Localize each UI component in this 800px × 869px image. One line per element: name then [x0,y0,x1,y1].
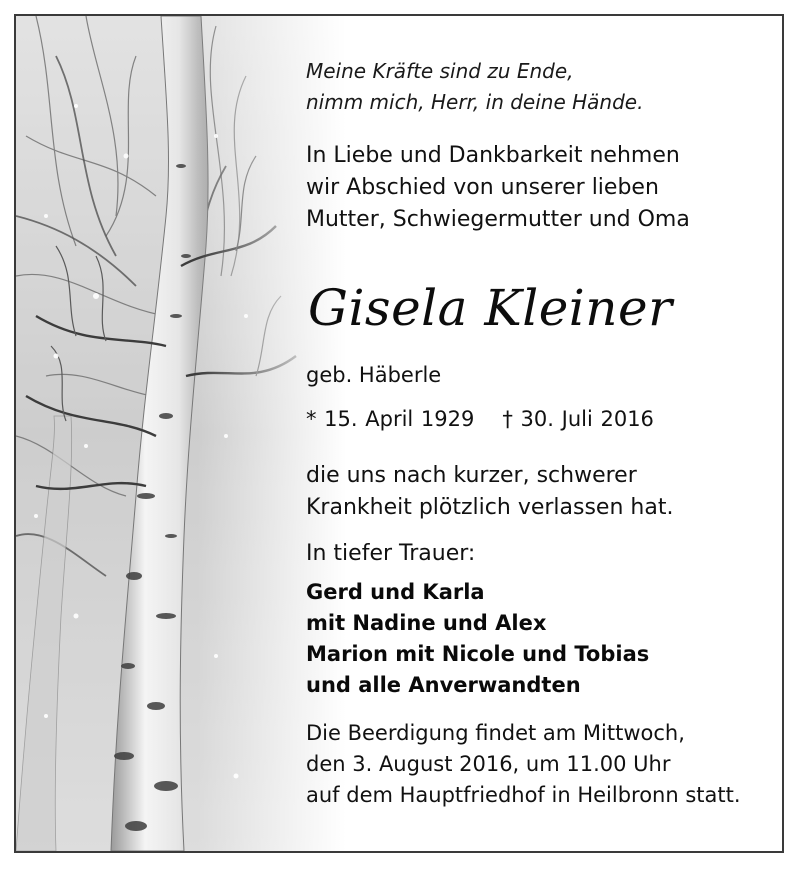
obituary-text [306,16,776,851]
family-line: Gerd und Karla [306,580,485,604]
birth-date: * 15. April 1929 [306,407,475,431]
birch-tree-illustration [16,16,346,851]
deceased-name: Gisela Kleiner [308,279,673,337]
life-dates [306,404,654,434]
death-date: † 30. Juli 2016 [502,407,654,431]
maiden-name: geb. Häberle [306,363,442,387]
cause-line: die uns nach kurzer, schwerer [306,463,637,488]
funeral-info [306,718,741,811]
winter-birch-tree-image [16,16,346,851]
family-line: Marion mit Nicole und Tobias [306,642,650,666]
cause-line: Krankheit plötzlich verlassen hat. [306,495,674,520]
cause-text [306,460,673,524]
obituary-frame [14,14,784,853]
intro-line: Mutter, Schwiegermutter und Oma [306,207,690,232]
intro-text [306,140,690,236]
funeral-line: Die Beerdigung findet am Mittwoch, [306,721,685,745]
intro-line: In Liebe und Dankbarkeit nehmen [306,143,680,168]
funeral-line: auf dem Hauptfriedhof in Heilbronn statt. [306,783,741,807]
family-list [306,577,649,701]
family-line: und alle Anverwandten [306,673,581,697]
verse-line: Meine Kräfte sind zu Ende, [306,59,574,83]
verse-line: nimm mich, Herr, in deine Hände. [306,90,644,114]
funeral-line: den 3. August 2016, um 11.00 Uhr [306,752,671,776]
intro-line: wir Abschied von unserer lieben [306,175,659,200]
mourning-label: In tiefer Trauer: [306,541,476,566]
verse [306,56,643,118]
family-line: mit Nadine und Alex [306,611,547,635]
